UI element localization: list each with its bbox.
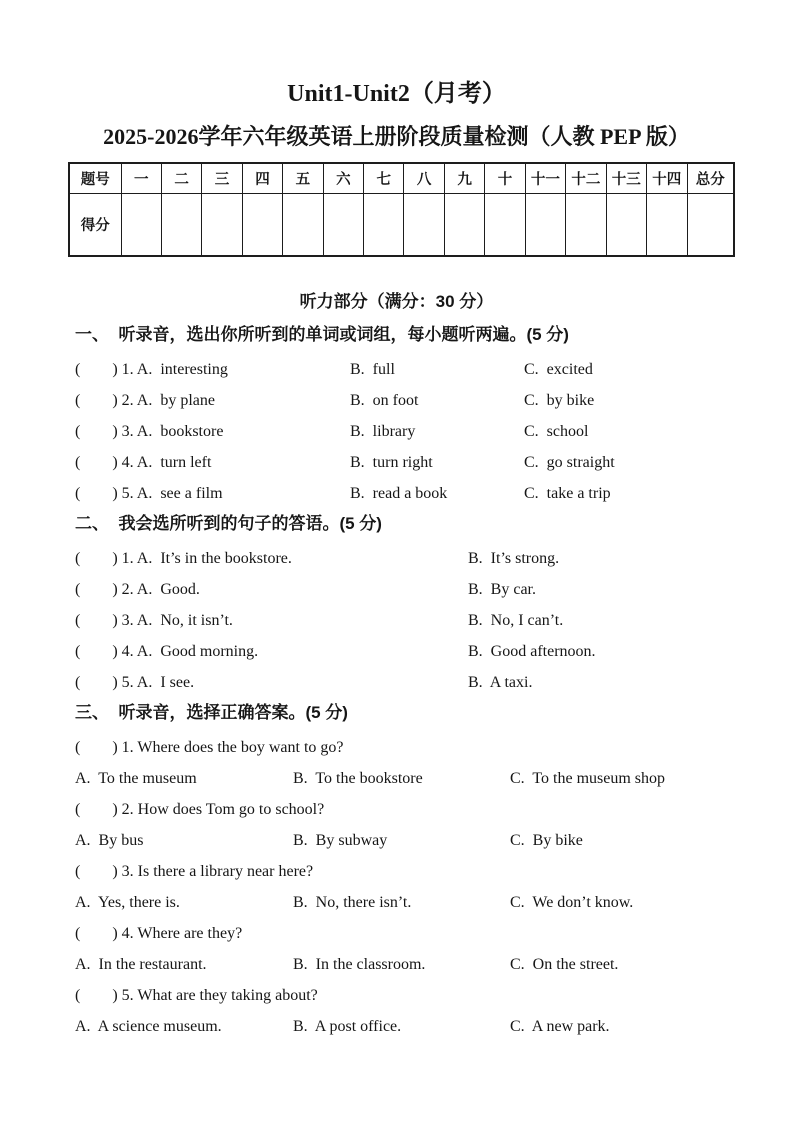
option-c: C. by bike <box>524 392 595 409</box>
option-c: C. excited <box>524 361 593 378</box>
option-row <box>75 949 753 980</box>
option-a: ( ) 3. A. No, it isn’t. <box>75 612 233 629</box>
score-table-header-cell: 五 <box>283 163 323 193</box>
option-a: A. To the museum <box>75 770 197 787</box>
option-row <box>75 605 753 636</box>
section1-rows <box>75 354 753 509</box>
score-table-header-cell: 九 <box>444 163 484 193</box>
option-c: C. school <box>524 423 589 440</box>
option-a: ( ) 1. A. interesting <box>75 361 228 378</box>
option-b: B. turn right <box>350 454 433 471</box>
score-cell <box>404 193 444 256</box>
option-b: B. A taxi. <box>468 674 533 691</box>
option-b: B. library <box>350 423 416 440</box>
score-cell <box>242 193 282 256</box>
option-row <box>75 667 753 698</box>
option-row <box>75 825 753 856</box>
score-table-header-cell: 六 <box>323 163 363 193</box>
section3-heading: 三、 听录音，选择正确答案。(5 分) <box>75 703 348 722</box>
option-c: C. take a trip <box>524 485 611 502</box>
score-cell <box>525 193 565 256</box>
score-table-header-cell: 总分 <box>687 163 734 193</box>
score-table-header-cell: 四 <box>242 163 282 193</box>
option-a: ( ) 2. A. by plane <box>75 392 215 409</box>
option-a: A. Yes, there is. <box>75 894 180 911</box>
option-a: ( ) 2. A. Good. <box>75 581 200 598</box>
option-a: ( ) 4. A. turn left <box>75 454 212 471</box>
option-a: ( ) 5. A. see a film <box>75 485 223 502</box>
option-b: B. No, there isn’t. <box>293 894 412 911</box>
listening-body <box>75 323 753 1042</box>
score-cell <box>687 193 734 256</box>
score-cell <box>646 193 687 256</box>
score-table-header-cell: 三 <box>202 163 242 193</box>
option-a: A. A science museum. <box>75 1018 222 1035</box>
score-cell <box>606 193 646 256</box>
score-table-header-cell: 二 <box>161 163 201 193</box>
question-text: ( ) 2. How does Tom go to school? <box>75 801 325 818</box>
option-b: B. To the bookstore <box>293 770 423 787</box>
option-row <box>75 354 753 385</box>
option-b: B. read a book <box>350 485 448 502</box>
question-text: ( ) 4. Where are they? <box>75 925 243 942</box>
option-b: B. In the classroom. <box>293 956 426 973</box>
score-table-header-cell: 十三 <box>606 163 646 193</box>
score-row-label: 得分 <box>69 193 121 256</box>
score-table-header-row <box>69 163 734 193</box>
question-text: ( ) 5. What are they taking about? <box>75 987 318 1004</box>
option-row <box>75 1011 753 1042</box>
option-a: ( ) 4. A. Good morning. <box>75 643 259 660</box>
option-c: C. We don’t know. <box>510 894 634 911</box>
page-subtitle: 2025-2026学年六年级英语上册阶段质量检测（人教 PEP 版） <box>103 124 690 149</box>
option-b: B. No, I can’t. <box>468 612 564 629</box>
score-cell <box>202 193 242 256</box>
score-cell <box>444 193 484 256</box>
score-table <box>68 162 735 257</box>
score-table-header-cell: 十二 <box>566 163 606 193</box>
option-b: B. A post office. <box>293 1018 402 1035</box>
score-cell <box>485 193 525 256</box>
score-table-header-cell: 题号 <box>69 163 121 193</box>
score-table-header-cell: 十四 <box>646 163 687 193</box>
option-row <box>75 478 753 509</box>
option-a: ( ) 5. A. I see. <box>75 674 195 691</box>
option-b: B. By car. <box>468 581 536 598</box>
question-text: ( ) 1. Where does the boy want to go? <box>75 739 344 756</box>
option-c: C. A new park. <box>510 1018 610 1035</box>
option-c: C. To the museum shop <box>510 770 666 787</box>
option-b: B. full <box>350 361 395 378</box>
option-a: A. By bus <box>75 832 144 849</box>
score-table-header-cell: 八 <box>404 163 444 193</box>
option-row <box>75 636 753 667</box>
score-cell <box>283 193 323 256</box>
option-c: C. On the street. <box>510 956 619 973</box>
score-table-header-cell: 十 <box>485 163 525 193</box>
option-b: B. It’s strong. <box>468 550 560 567</box>
score-table-score-row <box>69 193 734 256</box>
option-c: C. By bike <box>510 832 583 849</box>
option-row <box>75 385 753 416</box>
option-row <box>75 574 753 605</box>
option-b: B. By subway <box>293 832 388 849</box>
option-row <box>75 416 753 447</box>
option-row <box>75 543 753 574</box>
option-a: A. In the restaurant. <box>75 956 207 973</box>
listening-part-title: 听力部分（满分：30 分） <box>299 292 494 311</box>
option-a: ( ) 1. A. It’s in the bookstore. <box>75 550 292 567</box>
section2-heading: 二、 我会选所听到的句子的答语。(5 分) <box>75 514 382 533</box>
score-cell <box>364 193 404 256</box>
option-row <box>75 447 753 478</box>
score-table-header-cell: 十一 <box>525 163 565 193</box>
option-c: C. go straight <box>524 454 615 471</box>
score-cell <box>161 193 201 256</box>
section2-rows <box>75 543 753 698</box>
page-title: Unit1-Unit2（月考） <box>287 81 506 107</box>
score-cell <box>566 193 606 256</box>
option-a: ( ) 3. A. bookstore <box>75 423 224 440</box>
score-table-header-cell: 七 <box>364 163 404 193</box>
question-text: ( ) 3. Is there a library near here? <box>75 863 314 880</box>
score-cell <box>323 193 363 256</box>
option-b: B. Good afternoon. <box>468 643 596 660</box>
section1-heading: 一、 听录音，选出你所听到的单词或词组，每小题听两遍。(5 分) <box>75 325 569 344</box>
section3-rows <box>75 732 753 1042</box>
score-table-header-cell: 一 <box>121 163 161 193</box>
score-cell <box>121 193 161 256</box>
option-row <box>75 763 753 794</box>
option-row <box>75 887 753 918</box>
option-b: B. on foot <box>350 392 419 409</box>
